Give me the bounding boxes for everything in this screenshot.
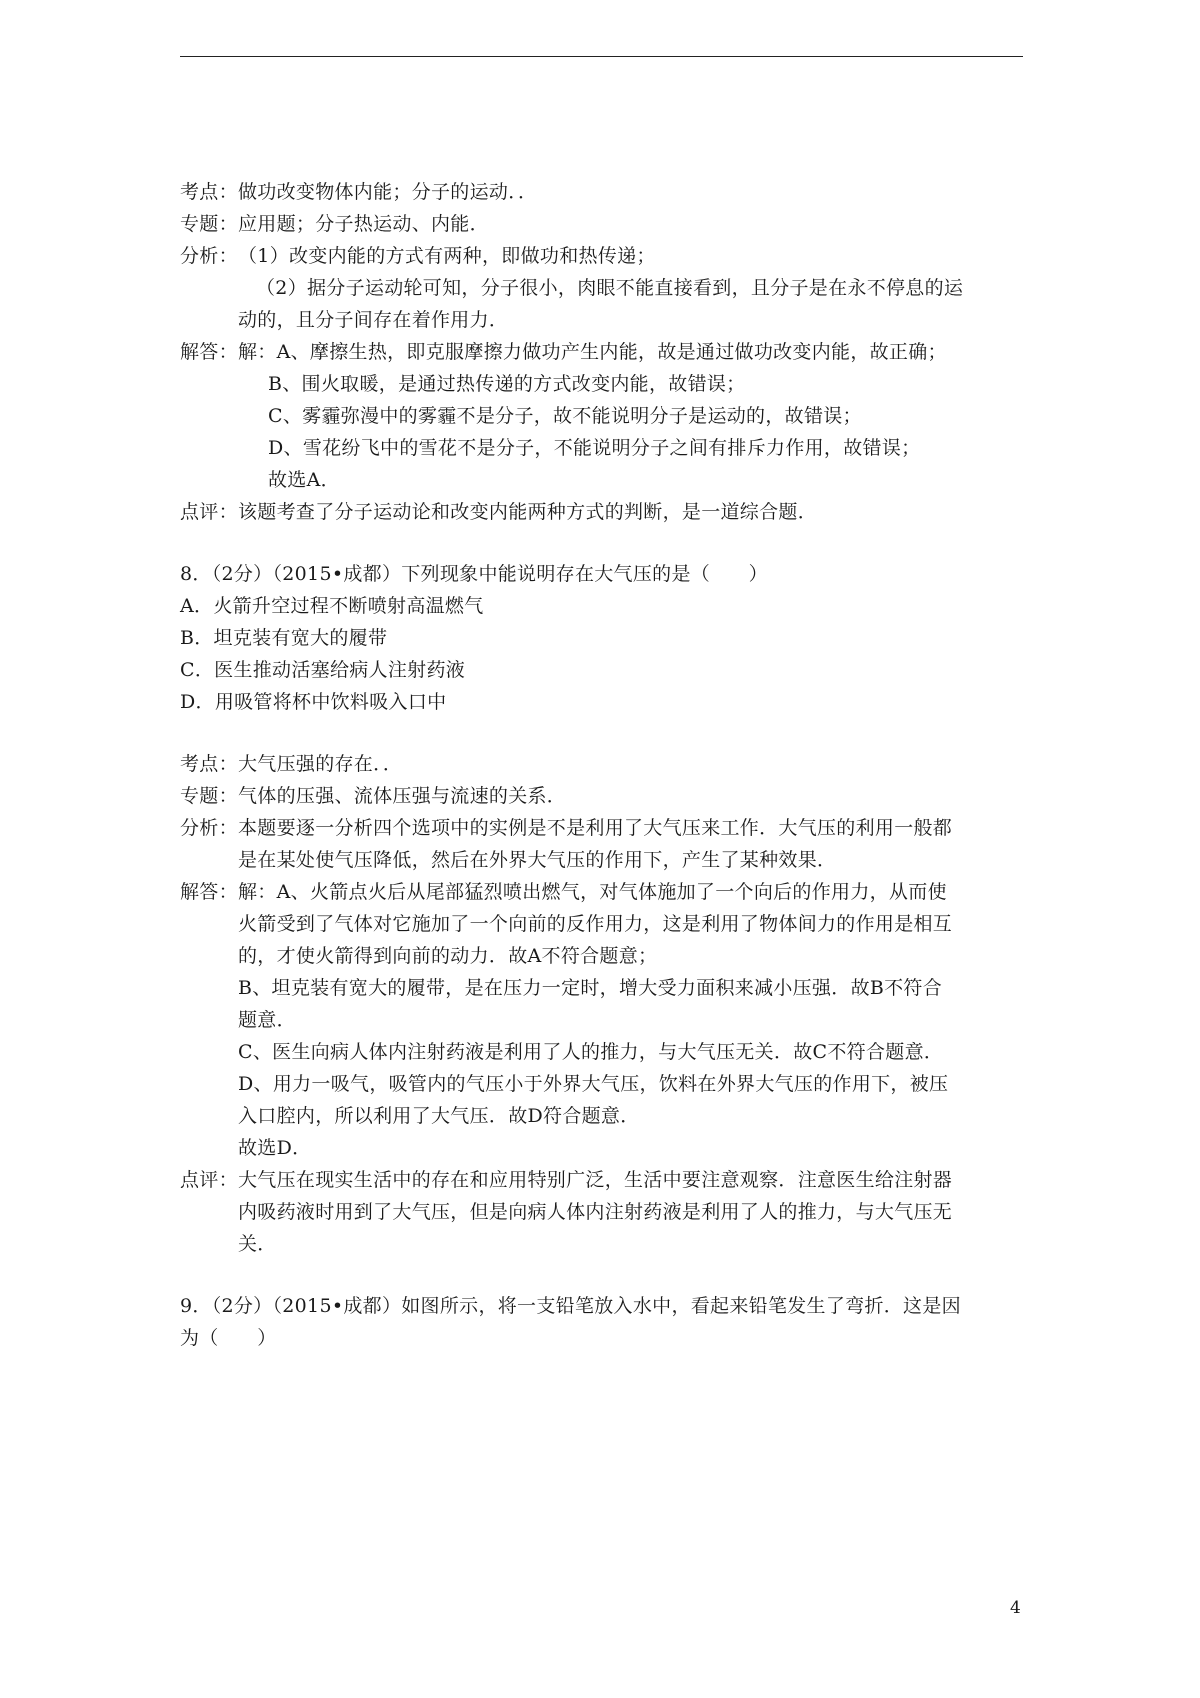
- jieda-line: 故选A．: [268, 469, 340, 491]
- jieda-line: 解：A、摩擦生热，即克服摩擦力做功产生内能，故是通过做功改变内能，故正确；: [238, 341, 947, 363]
- page-content: [180, 176, 1023, 1354]
- jieda-line: 题意．: [238, 1009, 296, 1031]
- q8-zhuanti: [180, 780, 1023, 812]
- fenxi-line: 动的，且分子间存在着作用力．: [238, 309, 509, 331]
- zhuanti-text: 气体的压强、流体压强与流速的关系．: [238, 785, 567, 807]
- zhuanti-label: 专题：: [180, 213, 238, 235]
- dianping-text: 该题考查了分子运动论和改变内能两种方式的判断，是一道综合题．: [238, 501, 818, 523]
- q7-dianping: [180, 496, 1023, 528]
- q9-stem-line: 为（ ）: [180, 1327, 277, 1349]
- header-rule: [180, 56, 1023, 57]
- jieda-line: 火箭受到了气体对它施加了一个向前的反作用力，这是利用了物体间力的作用是相互: [238, 913, 953, 935]
- q8-jieda: [180, 876, 1023, 1164]
- q8-option-a: A．火箭升空过程不断喷射高温燃气: [180, 595, 484, 617]
- fenxi-line: 本题要逐一分析四个选项中的实例是不是利用了大气压来工作．大气压的利用一般都: [238, 817, 953, 839]
- page-number: 4: [1010, 1598, 1021, 1618]
- fenxi-line: 是在某处使气压降低，然后在外界大气压的作用下，产生了某种效果．: [238, 849, 837, 871]
- zhuanti-text: 应用题；分子热运动、内能．: [238, 213, 489, 235]
- jieda-line: 解：A、火箭点火后从尾部猛烈喷出燃气，对气体施加了一个向后的作用力，从而使: [238, 881, 947, 903]
- q8-option-c: C．医生推动活塞给病人注射药液: [180, 659, 466, 681]
- jieda-label: 解答：: [180, 881, 238, 903]
- jieda-line: 故选D．: [238, 1137, 312, 1159]
- jieda-label: 解答：: [180, 341, 238, 363]
- jieda-line: D、雪花纷飞中的雪花不是分子，不能说明分子之间有排斥力作用，故错误；: [268, 437, 921, 459]
- q8-fenxi: [180, 812, 1023, 876]
- dianping-label: 点评：: [180, 501, 238, 523]
- q8-option-b: B．坦克装有宽大的履带: [180, 627, 388, 649]
- dianping-label: 点评：: [180, 1169, 238, 1191]
- jieda-line: B、坦克装有宽大的履带，是在压力一定时，增大受力面积来减小压强．故B不符合: [238, 977, 943, 999]
- fenxi-line: （2）据分子运动轮可知，分子很小，肉眼不能直接看到，且分子是在永不停息的运: [256, 277, 964, 299]
- q8-kaodian: [180, 748, 1023, 780]
- jieda-line: 的，才使火箭得到向前的动力．故A不符合题意；: [238, 945, 658, 967]
- q7-jieda: [180, 336, 1023, 496]
- fenxi-line: （1）改变内能的方式有两种，即做功和热传递；: [238, 245, 656, 267]
- kaodian-label: 考点：: [180, 753, 238, 775]
- jieda-line: 入口腔内，所以利用了大气压．故D符合题意．: [238, 1105, 640, 1127]
- kaodian-text: 做功改变物体内能；分子的运动．．: [238, 181, 538, 203]
- q9-stem-line: 9．（2分）（2015•成都）如图所示，将一支铅笔放入水中，看起来铅笔发生了弯折．这是因: [180, 1295, 961, 1317]
- q8-option-d: D．用吸管将杯中饮料吸入口中: [180, 691, 447, 713]
- zhuanti-label: 专题：: [180, 785, 238, 807]
- q7-zhuanti: [180, 208, 1023, 240]
- q7-fenxi: [180, 240, 1023, 336]
- fenxi-label: 分析：: [180, 245, 238, 267]
- jieda-line: C、雾霾弥漫中的雾霾不是分子，故不能说明分子是运动的，故错误；: [268, 405, 862, 427]
- q7-kaodian: [180, 176, 1023, 208]
- jieda-line: C、医生向病人体内注射药液是利用了人的推力，与大气压无关．故C不符合题意．: [238, 1041, 944, 1063]
- q8-dianping: [180, 1164, 1023, 1260]
- q8-stem: 8．（2分）（2015•成都）下列现象中能说明存在大气压的是（ ）: [180, 563, 768, 585]
- kaodian-text: 大气压强的存在．．: [238, 753, 403, 775]
- dianping-line: 大气压在现实生活中的存在和应用特别广泛，生活中要注意观察．注意医生给注射器: [238, 1169, 953, 1191]
- fenxi-label: 分析：: [180, 817, 238, 839]
- dianping-line: 内吸药液时用到了大气压，但是向病人体内注射药液是利用了人的推力，与大气压无: [238, 1201, 953, 1223]
- jieda-line: D、用力一吸气，吸管内的气压小于外界大气压，饮料在外界大气压的作用下，被压: [238, 1073, 949, 1095]
- kaodian-label: 考点：: [180, 181, 238, 203]
- jieda-line: B、围火取暖，是通过热传递的方式改变内能，故错误；: [268, 373, 746, 395]
- dianping-line: 关．: [238, 1233, 277, 1255]
